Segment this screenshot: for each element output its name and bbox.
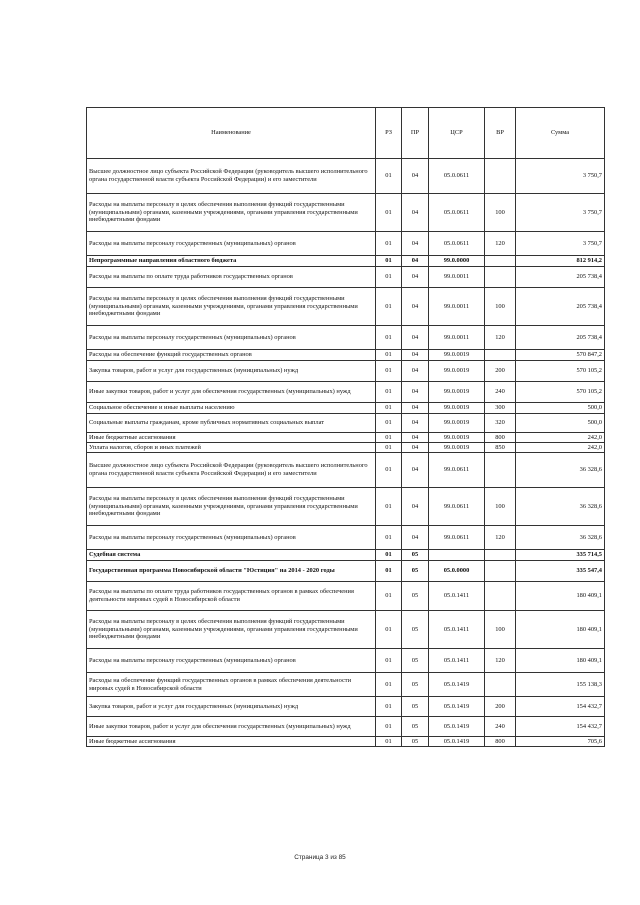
row-name-cell: Расходы на выплаты по оплате труда работников государственных органов в рамках обеспечения деятельности мировых судей в Новосибирской области xyxy=(87,582,376,611)
row-rz-cell: 01 xyxy=(376,414,402,433)
table-row xyxy=(87,488,605,526)
row-pr-cell: 05 xyxy=(402,611,429,649)
row-sum-cell: 812 914,2 xyxy=(516,256,605,267)
row-rz-cell: 01 xyxy=(376,611,402,649)
row-pr-cell: 04 xyxy=(402,443,429,453)
row-csr-cell: 05.0.1411 xyxy=(429,649,485,673)
row-sum-cell: 36 328,6 xyxy=(516,526,605,550)
table-row xyxy=(87,673,605,697)
row-rz-cell: 01 xyxy=(376,649,402,673)
row-csr-cell: 99.0.0019 xyxy=(429,350,485,361)
row-name-cell: Государственная программа Новосибирской области "Юстиция" на 2014 - 2020 годы xyxy=(87,561,376,582)
header-name: Наименование xyxy=(87,108,376,159)
row-vr-cell: 120 xyxy=(485,232,516,256)
row-rz-cell: 01 xyxy=(376,232,402,256)
row-csr-cell: 99.0.0611 xyxy=(429,488,485,526)
header-csr: ЦСР xyxy=(429,108,485,159)
table-row xyxy=(87,232,605,256)
row-pr-cell: 05 xyxy=(402,737,429,747)
row-pr-cell: 04 xyxy=(402,453,429,488)
row-pr-cell: 05 xyxy=(402,697,429,717)
table-row xyxy=(87,288,605,326)
row-rz-cell: 01 xyxy=(376,561,402,582)
row-csr-cell: 99.0.0611 xyxy=(429,526,485,550)
row-csr-cell: 99.0.0011 xyxy=(429,288,485,326)
row-sum-cell: 335 547,4 xyxy=(516,561,605,582)
row-rz-cell: 01 xyxy=(376,673,402,697)
row-rz-cell: 01 xyxy=(376,488,402,526)
row-csr-cell: 05.0.0611 xyxy=(429,194,485,232)
table-row xyxy=(87,256,605,267)
row-name-cell: Расходы на выплаты персоналу государственных (муниципальных) органов xyxy=(87,326,376,350)
row-sum-cell: 36 328,6 xyxy=(516,453,605,488)
row-rz-cell: 01 xyxy=(376,267,402,288)
row-rz-cell: 01 xyxy=(376,288,402,326)
header-sum: Сумма xyxy=(516,108,605,159)
row-rz-cell: 01 xyxy=(376,326,402,350)
row-pr-cell: 05 xyxy=(402,582,429,611)
row-name-cell: Расходы на выплаты персоналу в целях обеспечения выполнения функций государственными (муниципальными) органами, казенными учреждениями, органами управления государственными внебюджетными фондами xyxy=(87,611,376,649)
row-csr-cell: 99.0.0019 xyxy=(429,433,485,443)
page-number: Страница 3 из 85 xyxy=(294,854,346,861)
row-pr-cell: 04 xyxy=(402,288,429,326)
table-row xyxy=(87,649,605,673)
row-name-cell: Иные закупки товаров, работ и услуг для обеспечения государственных (муниципальных) нужд xyxy=(87,717,376,737)
table-body xyxy=(87,159,605,747)
row-pr-cell: 04 xyxy=(402,526,429,550)
row-rz-cell: 01 xyxy=(376,526,402,550)
row-vr-cell: 120 xyxy=(485,326,516,350)
table-row xyxy=(87,361,605,382)
row-name-cell: Расходы на обеспечение функций государственных органов xyxy=(87,350,376,361)
table-row xyxy=(87,414,605,433)
row-name-cell: Закупка товаров, работ и услуг для государственных (муниципальных) нужд xyxy=(87,697,376,717)
row-csr-cell: 05.0.0611 xyxy=(429,232,485,256)
row-sum-cell: 570 105,2 xyxy=(516,361,605,382)
table-row xyxy=(87,382,605,403)
row-csr-cell: 05.0.1411 xyxy=(429,582,485,611)
row-name-cell: Непрограммные направления областного бюджета xyxy=(87,256,376,267)
row-name-cell: Расходы на выплаты персоналу государственных (муниципальных) органов xyxy=(87,232,376,256)
row-sum-cell: 3 750,7 xyxy=(516,194,605,232)
row-name-cell: Социальное обеспечение и иные выплаты населению xyxy=(87,403,376,414)
row-sum-cell: 570 105,2 xyxy=(516,382,605,403)
table-row xyxy=(87,611,605,649)
row-csr-cell: 99.0.0019 xyxy=(429,443,485,453)
row-vr-cell xyxy=(485,582,516,611)
row-sum-cell: 154 432,7 xyxy=(516,697,605,717)
row-csr-cell: 99.0.0019 xyxy=(429,414,485,433)
row-pr-cell: 04 xyxy=(402,382,429,403)
row-vr-cell: 200 xyxy=(485,697,516,717)
row-sum-cell: 570 847,2 xyxy=(516,350,605,361)
table-header-row xyxy=(87,108,605,159)
row-name-cell: Закупка товаров, работ и услуг для государственных (муниципальных) нужд xyxy=(87,361,376,382)
row-vr-cell: 240 xyxy=(485,717,516,737)
row-csr-cell: 99.0.0000 xyxy=(429,256,485,267)
row-pr-cell: 05 xyxy=(402,673,429,697)
row-pr-cell: 04 xyxy=(402,414,429,433)
row-vr-cell: 100 xyxy=(485,611,516,649)
row-vr-cell xyxy=(485,350,516,361)
row-pr-cell: 05 xyxy=(402,649,429,673)
table-row xyxy=(87,550,605,561)
row-csr-cell: 99.0.0019 xyxy=(429,361,485,382)
row-vr-cell: 100 xyxy=(485,488,516,526)
row-csr-cell: 05.0.1419 xyxy=(429,737,485,747)
row-vr-cell xyxy=(485,673,516,697)
row-name-cell: Расходы на выплаты персоналу государственных (муниципальных) органов xyxy=(87,526,376,550)
table-row xyxy=(87,326,605,350)
row-rz-cell: 01 xyxy=(376,550,402,561)
row-csr-cell: 99.0.0019 xyxy=(429,382,485,403)
header-rz: РЗ xyxy=(376,108,402,159)
row-name-cell: Социальные выплаты гражданам, кроме публичных нормативных социальных выплат xyxy=(87,414,376,433)
row-vr-cell: 240 xyxy=(485,382,516,403)
row-vr-cell xyxy=(485,561,516,582)
row-sum-cell: 180 409,1 xyxy=(516,649,605,673)
row-name-cell: Расходы на выплаты персоналу в целях обеспечения выполнения функций государственными (муниципальными) органами, казенными учреждениями, органами управления государственными внебюджетными фондами xyxy=(87,288,376,326)
row-pr-cell: 04 xyxy=(402,159,429,194)
budget-table xyxy=(86,107,605,747)
header-pr: ПР xyxy=(402,108,429,159)
row-name-cell: Уплата налогов, сборов и иных платежей xyxy=(87,443,376,453)
row-vr-cell: 120 xyxy=(485,649,516,673)
row-vr-cell: 120 xyxy=(485,526,516,550)
row-sum-cell: 500,0 xyxy=(516,414,605,433)
row-rz-cell: 01 xyxy=(376,433,402,443)
row-pr-cell: 04 xyxy=(402,326,429,350)
row-rz-cell: 01 xyxy=(376,361,402,382)
row-csr-cell: 05.0.1419 xyxy=(429,697,485,717)
table-row xyxy=(87,443,605,453)
row-csr-cell: 99.0.0011 xyxy=(429,267,485,288)
row-csr-cell xyxy=(429,550,485,561)
row-rz-cell: 01 xyxy=(376,382,402,403)
row-pr-cell: 05 xyxy=(402,717,429,737)
row-csr-cell: 05.0.0611 xyxy=(429,159,485,194)
row-csr-cell: 99.0.0011 xyxy=(429,326,485,350)
row-name-cell: Высшее должностное лицо субъекта Российской Федерации (руководитель высшего исполнительного органа государственной власти субъекта Российской Федерации) и его заместители xyxy=(87,453,376,488)
row-vr-cell: 320 xyxy=(485,414,516,433)
row-name-cell: Расходы на выплаты по оплате труда работников государственных органов xyxy=(87,267,376,288)
row-pr-cell: 05 xyxy=(402,561,429,582)
row-sum-cell: 180 409,1 xyxy=(516,582,605,611)
row-name-cell: Иные закупки товаров, работ и услуг для обеспечения государственных (муниципальных) нужд xyxy=(87,382,376,403)
row-rz-cell: 01 xyxy=(376,350,402,361)
row-sum-cell: 242,0 xyxy=(516,443,605,453)
row-csr-cell: 99.0.0019 xyxy=(429,403,485,414)
row-sum-cell: 242,0 xyxy=(516,433,605,443)
row-pr-cell: 04 xyxy=(402,433,429,443)
row-sum-cell: 205 738,4 xyxy=(516,267,605,288)
row-csr-cell: 05.0.1411 xyxy=(429,611,485,649)
row-vr-cell: 800 xyxy=(485,737,516,747)
row-pr-cell: 04 xyxy=(402,403,429,414)
row-vr-cell xyxy=(485,256,516,267)
row-sum-cell: 3 750,7 xyxy=(516,159,605,194)
row-pr-cell: 04 xyxy=(402,194,429,232)
row-csr-cell: 99.0.0611 xyxy=(429,453,485,488)
row-vr-cell: 300 xyxy=(485,403,516,414)
row-pr-cell: 04 xyxy=(402,256,429,267)
row-pr-cell: 05 xyxy=(402,550,429,561)
row-pr-cell: 04 xyxy=(402,350,429,361)
row-pr-cell: 04 xyxy=(402,267,429,288)
row-name-cell: Иные бюджетные ассигнования xyxy=(87,737,376,747)
row-sum-cell: 180 409,1 xyxy=(516,611,605,649)
row-rz-cell: 01 xyxy=(376,717,402,737)
table-row xyxy=(87,267,605,288)
table-row xyxy=(87,717,605,737)
table-row xyxy=(87,159,605,194)
row-name-cell: Высшее должностное лицо субъекта Российской Федерации (руководитель высшего исполнительного органа государственной власти субъекта Российской Федерации) и его заместители xyxy=(87,159,376,194)
row-vr-cell: 850 xyxy=(485,443,516,453)
row-rz-cell: 01 xyxy=(376,443,402,453)
row-vr-cell xyxy=(485,453,516,488)
row-csr-cell: 05.0.1419 xyxy=(429,673,485,697)
row-sum-cell: 205 738,4 xyxy=(516,326,605,350)
row-sum-cell: 3 750,7 xyxy=(516,232,605,256)
table-row xyxy=(87,526,605,550)
table-row xyxy=(87,350,605,361)
table-row xyxy=(87,737,605,747)
row-sum-cell: 36 328,6 xyxy=(516,488,605,526)
row-name-cell: Судебная система xyxy=(87,550,376,561)
row-vr-cell: 100 xyxy=(485,288,516,326)
row-name-cell: Расходы на выплаты персоналу в целях обеспечения выполнения функций государственными (муниципальными) органами, казенными учреждениями, органами управления государственными внебюджетными фондами xyxy=(87,194,376,232)
row-sum-cell: 500,0 xyxy=(516,403,605,414)
row-sum-cell: 155 138,3 xyxy=(516,673,605,697)
table-row xyxy=(87,453,605,488)
row-rz-cell: 01 xyxy=(376,697,402,717)
row-vr-cell: 100 xyxy=(485,194,516,232)
row-pr-cell: 04 xyxy=(402,232,429,256)
row-sum-cell: 205 738,4 xyxy=(516,288,605,326)
table-row xyxy=(87,403,605,414)
table-row xyxy=(87,433,605,443)
row-name-cell: Расходы на выплаты персоналу в целях обеспечения выполнения функций государственными (муниципальными) органами, казенными учреждениями, органами управления государственными внебюджетными фондами xyxy=(87,488,376,526)
row-name-cell: Расходы на выплаты персоналу государственных (муниципальных) органов xyxy=(87,649,376,673)
row-pr-cell: 04 xyxy=(402,488,429,526)
row-rz-cell: 01 xyxy=(376,453,402,488)
table-row xyxy=(87,697,605,717)
row-sum-cell: 335 714,5 xyxy=(516,550,605,561)
table-row xyxy=(87,582,605,611)
row-vr-cell xyxy=(485,550,516,561)
row-name-cell: Расходы на обеспечение функций государственных органов в рамках обеспечения деятельности мировых судей в Новосибирской области xyxy=(87,673,376,697)
row-rz-cell: 01 xyxy=(376,403,402,414)
row-vr-cell xyxy=(485,267,516,288)
row-vr-cell: 800 xyxy=(485,433,516,443)
row-rz-cell: 01 xyxy=(376,159,402,194)
row-pr-cell: 04 xyxy=(402,361,429,382)
row-csr-cell: 05.0.0000 xyxy=(429,561,485,582)
row-csr-cell: 05.0.1419 xyxy=(429,717,485,737)
table-row xyxy=(87,194,605,232)
row-sum-cell: 705,6 xyxy=(516,737,605,747)
header-vr: ВР xyxy=(485,108,516,159)
row-vr-cell xyxy=(485,159,516,194)
row-rz-cell: 01 xyxy=(376,582,402,611)
row-rz-cell: 01 xyxy=(376,737,402,747)
row-rz-cell: 01 xyxy=(376,194,402,232)
table-row xyxy=(87,561,605,582)
row-vr-cell: 200 xyxy=(485,361,516,382)
row-name-cell: Иные бюджетные ассигнования xyxy=(87,433,376,443)
row-rz-cell: 01 xyxy=(376,256,402,267)
row-sum-cell: 154 432,7 xyxy=(516,717,605,737)
